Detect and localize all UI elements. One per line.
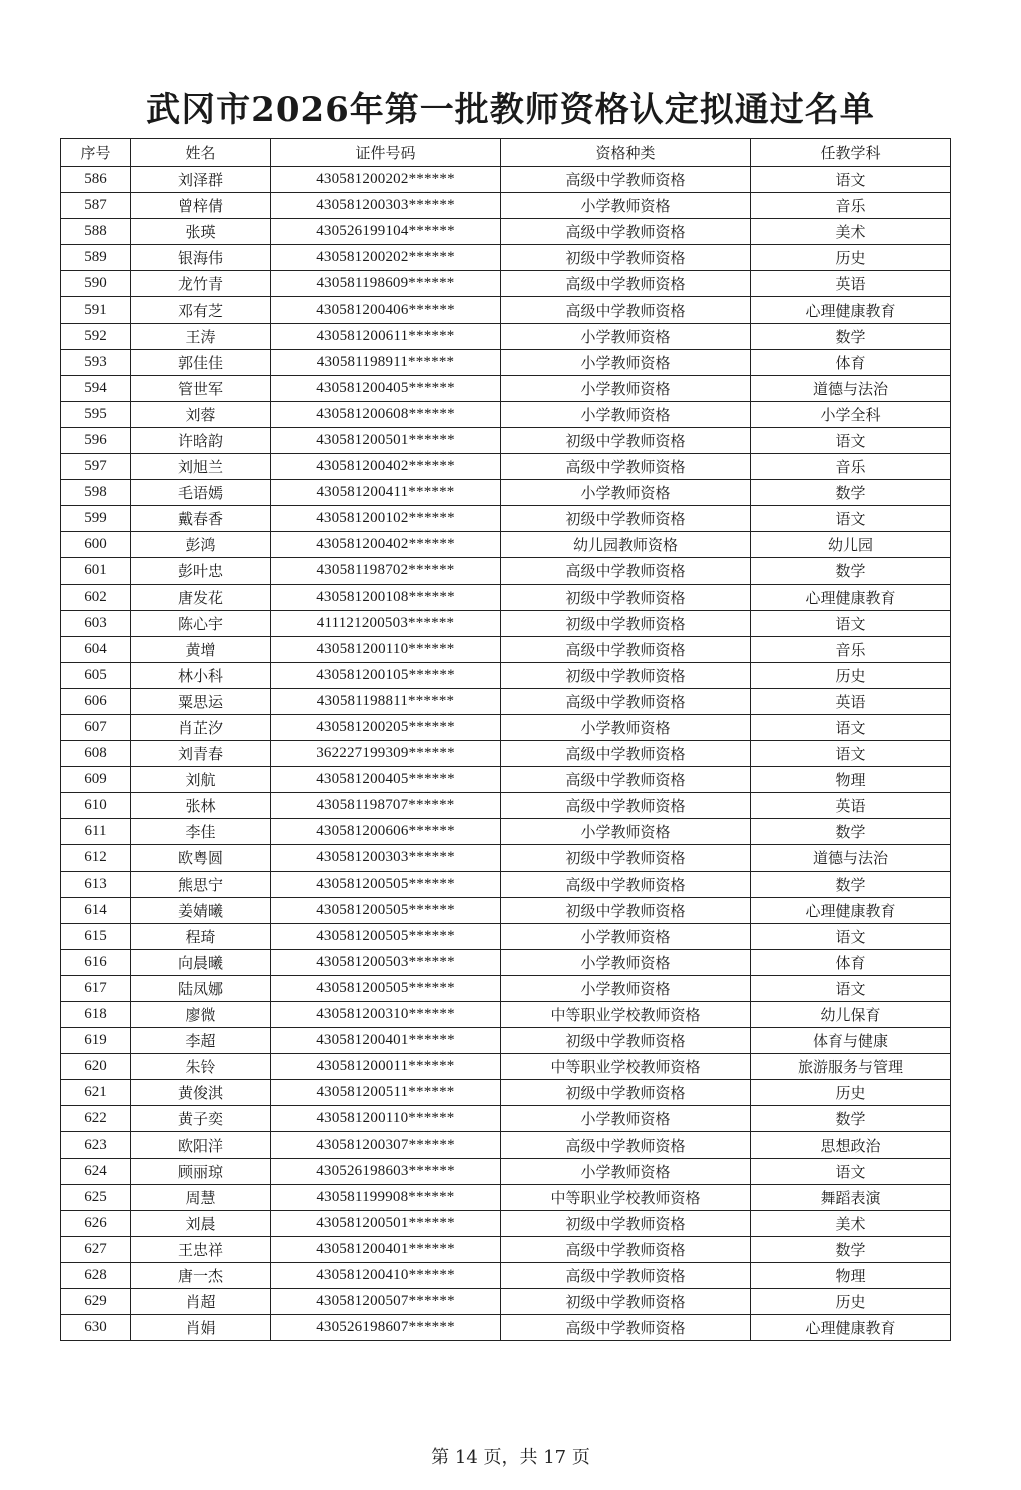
column-header-id-number: 证件号码 xyxy=(271,139,501,167)
cell-index: 623 xyxy=(61,1132,131,1158)
cell-qualification: 小学教师资格 xyxy=(501,923,751,949)
cell-id-number: 430581200406****** xyxy=(271,297,501,323)
cell-subject: 旅游服务与管理 xyxy=(751,1054,951,1080)
cell-qualification: 高级中学教师资格 xyxy=(501,1236,751,1262)
cell-qualification: 中等职业学校教师资格 xyxy=(501,1054,751,1080)
cell-subject: 物理 xyxy=(751,767,951,793)
cell-qualification: 中等职业学校教师资格 xyxy=(501,1002,751,1028)
table-row xyxy=(61,271,951,297)
cell-id-number: 430581200505****** xyxy=(271,871,501,897)
cell-subject: 历史 xyxy=(751,245,951,271)
cell-qualification: 小学教师资格 xyxy=(501,949,751,975)
cell-index: 589 xyxy=(61,245,131,271)
cell-qualification: 幼儿园教师资格 xyxy=(501,532,751,558)
column-header-index: 序号 xyxy=(61,139,131,167)
cell-name: 邓有芝 xyxy=(131,297,271,323)
table-row xyxy=(61,610,951,636)
page-footer: 第 14 页，共 17 页 xyxy=(431,1447,590,1468)
cell-id-number: 430581200503****** xyxy=(271,949,501,975)
cell-index: 619 xyxy=(61,1028,131,1054)
cell-id-number: 362227199309****** xyxy=(271,741,501,767)
cell-name: 李超 xyxy=(131,1028,271,1054)
cell-name: 银海伟 xyxy=(131,245,271,271)
cell-id-number: 430581200110****** xyxy=(271,1106,501,1132)
cell-index: 612 xyxy=(61,845,131,871)
cell-index: 605 xyxy=(61,662,131,688)
cell-id-number: 430581200310****** xyxy=(271,1002,501,1028)
cell-id-number: 430526198603****** xyxy=(271,1158,501,1184)
cell-name: 唐发花 xyxy=(131,584,271,610)
cell-index: 621 xyxy=(61,1080,131,1106)
cell-subject: 语文 xyxy=(751,610,951,636)
cell-subject: 体育与健康 xyxy=(751,1028,951,1054)
cell-index: 626 xyxy=(61,1210,131,1236)
cell-subject: 幼儿园 xyxy=(751,532,951,558)
cell-id-number: 430581200205****** xyxy=(271,714,501,740)
cell-subject: 语文 xyxy=(751,427,951,453)
cell-id-number: 430581200401****** xyxy=(271,1236,501,1262)
cell-name: 李佳 xyxy=(131,819,271,845)
cell-qualification: 小学教师资格 xyxy=(501,323,751,349)
cell-subject: 数学 xyxy=(751,1236,951,1262)
cell-id-number: 430581200105****** xyxy=(271,662,501,688)
cell-index: 618 xyxy=(61,1002,131,1028)
cell-name: 肖芷汐 xyxy=(131,714,271,740)
cell-index: 587 xyxy=(61,193,131,219)
cell-id-number: 430526199104****** xyxy=(271,219,501,245)
cell-index: 625 xyxy=(61,1184,131,1210)
table-row xyxy=(61,714,951,740)
cell-subject: 历史 xyxy=(751,1080,951,1106)
cell-index: 615 xyxy=(61,923,131,949)
cell-qualification: 小学教师资格 xyxy=(501,714,751,740)
cell-subject: 历史 xyxy=(751,1289,951,1315)
cell-name: 刘泽群 xyxy=(131,167,271,193)
cell-id-number: 430581198811****** xyxy=(271,688,501,714)
cell-subject: 幼儿保育 xyxy=(751,1002,951,1028)
table-row xyxy=(61,480,951,506)
table-row xyxy=(61,506,951,532)
cell-subject: 数学 xyxy=(751,1106,951,1132)
table-row xyxy=(61,923,951,949)
cell-name: 周慧 xyxy=(131,1184,271,1210)
cell-subject: 物理 xyxy=(751,1262,951,1288)
cell-id-number: 430581200507****** xyxy=(271,1289,501,1315)
cell-name: 黄子奕 xyxy=(131,1106,271,1132)
table-row xyxy=(61,688,951,714)
table-row xyxy=(61,1262,951,1288)
cell-index: 630 xyxy=(61,1315,131,1341)
cell-id-number: 430581199908****** xyxy=(271,1184,501,1210)
cell-name: 毛语嫣 xyxy=(131,480,271,506)
cell-id-number: 430581200405****** xyxy=(271,375,501,401)
cell-name: 向晨曦 xyxy=(131,949,271,975)
cell-name: 王涛 xyxy=(131,323,271,349)
cell-subject: 语文 xyxy=(751,741,951,767)
cell-name: 黄俊淇 xyxy=(131,1080,271,1106)
cell-name: 张林 xyxy=(131,793,271,819)
cell-subject: 心理健康教育 xyxy=(751,584,951,610)
cell-name: 肖娟 xyxy=(131,1315,271,1341)
cell-subject: 音乐 xyxy=(751,454,951,480)
cell-index: 622 xyxy=(61,1106,131,1132)
cell-index: 614 xyxy=(61,897,131,923)
cell-index: 596 xyxy=(61,427,131,453)
cell-name: 肖超 xyxy=(131,1289,271,1315)
cell-id-number: 430526198607****** xyxy=(271,1315,501,1341)
table-row xyxy=(61,1289,951,1315)
table-row xyxy=(61,193,951,219)
cell-subject: 数学 xyxy=(751,871,951,897)
cell-id-number: 430581200202****** xyxy=(271,167,501,193)
table-row xyxy=(61,1132,951,1158)
cell-index: 588 xyxy=(61,219,131,245)
cell-name: 刘旭兰 xyxy=(131,454,271,480)
candidate-table xyxy=(60,138,951,1341)
cell-name: 陆凤娜 xyxy=(131,975,271,1001)
cell-index: 599 xyxy=(61,506,131,532)
table-row xyxy=(61,949,951,975)
table-row xyxy=(61,323,951,349)
cell-subject: 心理健康教育 xyxy=(751,297,951,323)
cell-qualification: 小学教师资格 xyxy=(501,975,751,1001)
cell-id-number: 430581200410****** xyxy=(271,1262,501,1288)
table-row xyxy=(61,845,951,871)
cell-subject: 数学 xyxy=(751,819,951,845)
table-row xyxy=(61,819,951,845)
cell-qualification: 小学教师资格 xyxy=(501,375,751,401)
cell-name: 彭叶忠 xyxy=(131,558,271,584)
cell-id-number: 430581200402****** xyxy=(271,532,501,558)
cell-subject: 语文 xyxy=(751,1158,951,1184)
table-row xyxy=(61,1028,951,1054)
cell-name: 刘晨 xyxy=(131,1210,271,1236)
cell-id-number: 430581200307****** xyxy=(271,1132,501,1158)
cell-name: 廖微 xyxy=(131,1002,271,1028)
cell-index: 601 xyxy=(61,558,131,584)
cell-name: 粟思运 xyxy=(131,688,271,714)
cell-index: 613 xyxy=(61,871,131,897)
cell-id-number: 411121200503****** xyxy=(271,610,501,636)
cell-id-number: 430581200501****** xyxy=(271,1210,501,1236)
cell-index: 608 xyxy=(61,741,131,767)
cell-name: 黄增 xyxy=(131,636,271,662)
cell-index: 600 xyxy=(61,532,131,558)
cell-subject: 小学全科 xyxy=(751,401,951,427)
cell-qualification: 初级中学教师资格 xyxy=(501,1028,751,1054)
cell-name: 朱铃 xyxy=(131,1054,271,1080)
cell-subject: 语文 xyxy=(751,167,951,193)
cell-qualification: 高级中学教师资格 xyxy=(501,688,751,714)
table-row xyxy=(61,532,951,558)
table-row xyxy=(61,871,951,897)
cell-id-number: 430581200411****** xyxy=(271,480,501,506)
cell-name: 彭鸿 xyxy=(131,532,271,558)
cell-qualification: 小学教师资格 xyxy=(501,819,751,845)
cell-id-number: 430581200401****** xyxy=(271,1028,501,1054)
cell-index: 617 xyxy=(61,975,131,1001)
cell-qualification: 小学教师资格 xyxy=(501,193,751,219)
cell-qualification: 初级中学教师资格 xyxy=(501,610,751,636)
cell-subject: 英语 xyxy=(751,271,951,297)
table-row xyxy=(61,662,951,688)
page-title: 武冈市2026年第一批教师资格认定拟通过名单 xyxy=(146,90,875,130)
cell-name: 郭佳佳 xyxy=(131,349,271,375)
cell-subject: 道德与法治 xyxy=(751,375,951,401)
column-header-subject: 任教学科 xyxy=(751,139,951,167)
cell-id-number: 430581200505****** xyxy=(271,923,501,949)
table-row xyxy=(61,897,951,923)
cell-qualification: 高级中学教师资格 xyxy=(501,1132,751,1158)
cell-index: 592 xyxy=(61,323,131,349)
cell-qualification: 高级中学教师资格 xyxy=(501,271,751,297)
cell-id-number: 430581200108****** xyxy=(271,584,501,610)
cell-index: 593 xyxy=(61,349,131,375)
table-row xyxy=(61,767,951,793)
cell-index: 624 xyxy=(61,1158,131,1184)
cell-subject: 舞蹈表演 xyxy=(751,1184,951,1210)
cell-qualification: 初级中学教师资格 xyxy=(501,845,751,871)
cell-subject: 历史 xyxy=(751,662,951,688)
cell-index: 598 xyxy=(61,480,131,506)
table-row xyxy=(61,975,951,1001)
cell-qualification: 高级中学教师资格 xyxy=(501,767,751,793)
cell-id-number: 430581200505****** xyxy=(271,975,501,1001)
cell-qualification: 初级中学教师资格 xyxy=(501,584,751,610)
cell-name: 姜婧曦 xyxy=(131,897,271,923)
cell-id-number: 430581200501****** xyxy=(271,427,501,453)
cell-name: 陈心宇 xyxy=(131,610,271,636)
cell-id-number: 430581200303****** xyxy=(271,845,501,871)
cell-qualification: 高级中学教师资格 xyxy=(501,219,751,245)
cell-name: 林小科 xyxy=(131,662,271,688)
cell-subject: 数学 xyxy=(751,480,951,506)
cell-name: 龙竹青 xyxy=(131,271,271,297)
cell-subject: 英语 xyxy=(751,793,951,819)
cell-subject: 音乐 xyxy=(751,193,951,219)
cell-name: 刘蓉 xyxy=(131,401,271,427)
cell-name: 顾丽琼 xyxy=(131,1158,271,1184)
cell-id-number: 430581200011****** xyxy=(271,1054,501,1080)
cell-id-number: 430581200511****** xyxy=(271,1080,501,1106)
cell-id-number: 430581198702****** xyxy=(271,558,501,584)
cell-subject: 美术 xyxy=(751,219,951,245)
cell-id-number: 430581200102****** xyxy=(271,506,501,532)
table-row xyxy=(61,1106,951,1132)
cell-name: 张瑛 xyxy=(131,219,271,245)
cell-qualification: 高级中学教师资格 xyxy=(501,793,751,819)
cell-subject: 语文 xyxy=(751,975,951,1001)
cell-name: 熊思宁 xyxy=(131,871,271,897)
cell-index: 607 xyxy=(61,714,131,740)
cell-id-number: 430581198707****** xyxy=(271,793,501,819)
table-row xyxy=(61,1158,951,1184)
cell-subject: 语文 xyxy=(751,506,951,532)
cell-id-number: 430581198911****** xyxy=(271,349,501,375)
cell-qualification: 高级中学教师资格 xyxy=(501,871,751,897)
table-row xyxy=(61,375,951,401)
cell-qualification: 小学教师资格 xyxy=(501,1158,751,1184)
cell-index: 610 xyxy=(61,793,131,819)
cell-id-number: 430581200611****** xyxy=(271,323,501,349)
cell-name: 管世军 xyxy=(131,375,271,401)
table-row xyxy=(61,1210,951,1236)
table-row xyxy=(61,1080,951,1106)
cell-index: 604 xyxy=(61,636,131,662)
cell-name: 曾梓倩 xyxy=(131,193,271,219)
table-row xyxy=(61,245,951,271)
table-row xyxy=(61,454,951,480)
cell-index: 606 xyxy=(61,688,131,714)
cell-subject: 心理健康教育 xyxy=(751,1315,951,1341)
cell-id-number: 430581200608****** xyxy=(271,401,501,427)
cell-subject: 体育 xyxy=(751,949,951,975)
cell-qualification: 高级中学教师资格 xyxy=(501,1315,751,1341)
table-row xyxy=(61,1315,951,1341)
cell-id-number: 430581198609****** xyxy=(271,271,501,297)
cell-subject: 美术 xyxy=(751,1210,951,1236)
cell-qualification: 初级中学教师资格 xyxy=(501,427,751,453)
cell-subject: 道德与法治 xyxy=(751,845,951,871)
cell-qualification: 高级中学教师资格 xyxy=(501,297,751,323)
cell-qualification: 中等职业学校教师资格 xyxy=(501,1184,751,1210)
table-row xyxy=(61,1236,951,1262)
table-row xyxy=(61,741,951,767)
cell-id-number: 430581200405****** xyxy=(271,767,501,793)
cell-index: 597 xyxy=(61,454,131,480)
table-row xyxy=(61,401,951,427)
cell-qualification: 初级中学教师资格 xyxy=(501,1289,751,1315)
cell-name: 程琦 xyxy=(131,923,271,949)
cell-qualification: 初级中学教师资格 xyxy=(501,662,751,688)
table-row xyxy=(61,167,951,193)
table-row xyxy=(61,558,951,584)
cell-index: 628 xyxy=(61,1262,131,1288)
cell-qualification: 初级中学教师资格 xyxy=(501,1210,751,1236)
cell-id-number: 430581200402****** xyxy=(271,454,501,480)
cell-qualification: 高级中学教师资格 xyxy=(501,167,751,193)
cell-index: 611 xyxy=(61,819,131,845)
table-header-row xyxy=(61,139,951,167)
cell-qualification: 初级中学教师资格 xyxy=(501,1080,751,1106)
table-row xyxy=(61,297,951,323)
cell-index: 620 xyxy=(61,1054,131,1080)
table-row xyxy=(61,1184,951,1210)
cell-subject: 语文 xyxy=(751,923,951,949)
cell-qualification: 高级中学教师资格 xyxy=(501,741,751,767)
cell-name: 戴春香 xyxy=(131,506,271,532)
cell-subject: 音乐 xyxy=(751,636,951,662)
cell-index: 616 xyxy=(61,949,131,975)
cell-index: 627 xyxy=(61,1236,131,1262)
cell-qualification: 高级中学教师资格 xyxy=(501,454,751,480)
cell-index: 590 xyxy=(61,271,131,297)
cell-index: 586 xyxy=(61,167,131,193)
cell-qualification: 小学教师资格 xyxy=(501,1106,751,1132)
table-row xyxy=(61,1054,951,1080)
column-header-name: 姓名 xyxy=(131,139,271,167)
cell-name: 欧粤圆 xyxy=(131,845,271,871)
cell-index: 594 xyxy=(61,375,131,401)
table-row xyxy=(61,427,951,453)
cell-index: 602 xyxy=(61,584,131,610)
cell-id-number: 430581200202****** xyxy=(271,245,501,271)
cell-qualification: 初级中学教师资格 xyxy=(501,506,751,532)
cell-id-number: 430581200606****** xyxy=(271,819,501,845)
cell-qualification: 高级中学教师资格 xyxy=(501,636,751,662)
cell-qualification: 高级中学教师资格 xyxy=(501,558,751,584)
cell-id-number: 430581200505****** xyxy=(271,897,501,923)
cell-index: 609 xyxy=(61,767,131,793)
cell-id-number: 430581200110****** xyxy=(271,636,501,662)
cell-subject: 体育 xyxy=(751,349,951,375)
cell-index: 603 xyxy=(61,610,131,636)
cell-name: 王忠祥 xyxy=(131,1236,271,1262)
column-header-qualification: 资格种类 xyxy=(501,139,751,167)
cell-subject: 心理健康教育 xyxy=(751,897,951,923)
cell-index: 591 xyxy=(61,297,131,323)
cell-index: 595 xyxy=(61,401,131,427)
cell-id-number: 430581200303****** xyxy=(271,193,501,219)
cell-qualification: 初级中学教师资格 xyxy=(501,245,751,271)
cell-name: 许晗韵 xyxy=(131,427,271,453)
table-row xyxy=(61,793,951,819)
cell-name: 欧阳洋 xyxy=(131,1132,271,1158)
cell-subject: 语文 xyxy=(751,714,951,740)
cell-subject: 英语 xyxy=(751,688,951,714)
table-row xyxy=(61,584,951,610)
cell-qualification: 小学教师资格 xyxy=(501,349,751,375)
cell-subject: 思想政治 xyxy=(751,1132,951,1158)
table-row xyxy=(61,349,951,375)
cell-qualification: 初级中学教师资格 xyxy=(501,897,751,923)
table-row xyxy=(61,1002,951,1028)
cell-qualification: 小学教师资格 xyxy=(501,401,751,427)
cell-name: 刘航 xyxy=(131,767,271,793)
cell-qualification: 高级中学教师资格 xyxy=(501,1262,751,1288)
cell-qualification: 小学教师资格 xyxy=(501,480,751,506)
table-row xyxy=(61,636,951,662)
cell-name: 唐一杰 xyxy=(131,1262,271,1288)
cell-subject: 数学 xyxy=(751,558,951,584)
cell-subject: 数学 xyxy=(751,323,951,349)
cell-index: 629 xyxy=(61,1289,131,1315)
cell-name: 刘青春 xyxy=(131,741,271,767)
table-row xyxy=(61,219,951,245)
